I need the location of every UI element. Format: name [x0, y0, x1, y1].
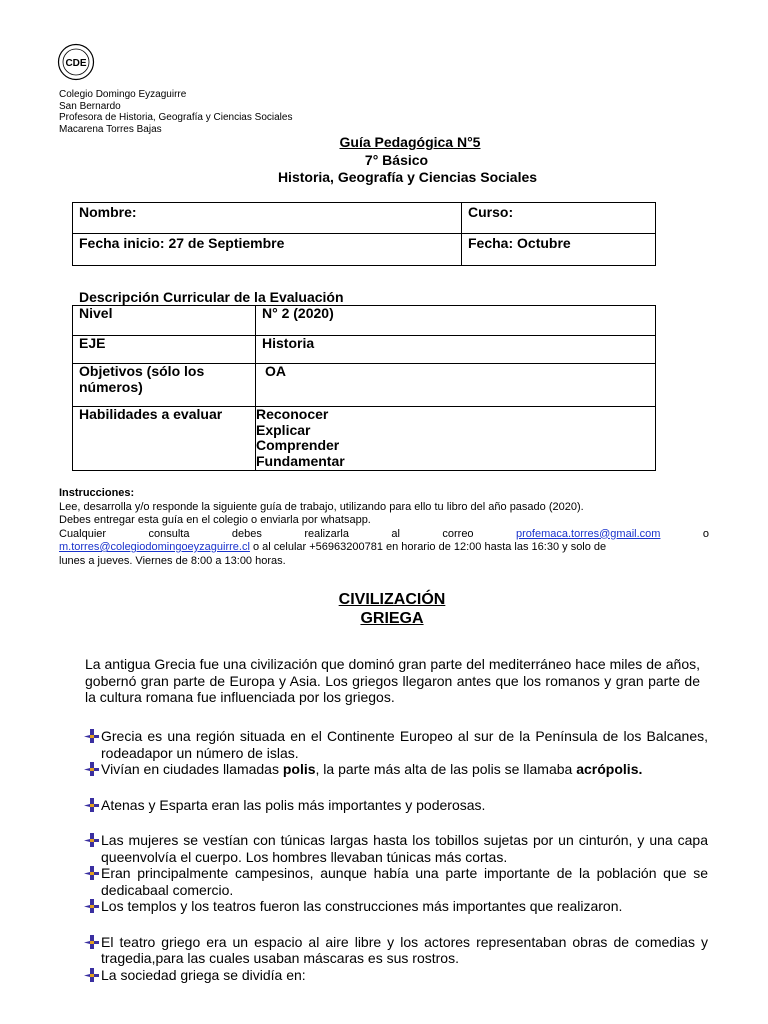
instructions-label: Instrucciones:	[59, 487, 135, 499]
arrow-bullet-icon	[84, 762, 99, 776]
skill-item: Fundamentar	[256, 452, 345, 469]
level-label: Nivel	[73, 306, 256, 336]
skills-list	[256, 407, 656, 471]
bullet-item: Las mujeres se vestían con túnicas largas hasta los tobillos sujetas por un cinturón, y una capa queenvolvía el cuerpo. Los hombres llevaban túnicas más cortas.	[84, 832, 708, 865]
arrow-bullet-icon	[84, 866, 99, 880]
school-crest-icon	[57, 43, 95, 81]
skill-item: Explicar	[256, 421, 311, 438]
intro-paragraph: La antigua Grecia fue una civilización que dominó gran parte del mediterráneo hace miles de años, gobernó gran parte de Europa y Asia. Los griegos llegaron antes que los romanos y gran parte de la cultura romana fue influenciada por los griegos.	[85, 656, 700, 705]
instructions-line	[59, 541, 709, 555]
bullet-item: Vivían en ciudades llamadas polis, la parte más alta de las polis se llamaba acrópolis.	[84, 761, 708, 778]
objectives-label: Objetivos (sólo los números)	[73, 364, 256, 407]
course-field[interactable]: Curso:	[462, 203, 656, 234]
level-value: N° 2 (2020)	[256, 306, 656, 336]
bullet-item: La sociedad griega se dividía en:	[84, 967, 708, 984]
guide-title: Guía Pedagógica N°5	[339, 134, 481, 150]
bullet-item: Eran principalmente campesinos, aunque había una parte importante de la población que se dedicabaal comercio.	[84, 865, 708, 898]
section-title-line: GRIEGA	[360, 610, 424, 627]
curricular-table	[72, 305, 656, 471]
instructions-line: Debes entregar esta guía en el colegio o enviarla por whatsapp.	[59, 514, 371, 526]
email-link-2[interactable]: m.torres@colegiodomingoeyzaguirre.cl	[59, 541, 250, 553]
curricular-title: Descripción Curricular de la Evaluación	[79, 289, 344, 305]
instructions-line	[59, 528, 709, 542]
instructions-line: Lee, desarrolla y/o responde la siguiente guía de trabajo, utilizando para ello tu libro del año pasado (2020).	[59, 500, 584, 513]
school-header	[59, 89, 292, 135]
bullet-item: Los templos y los teatros fueron las construcciones más importantes que realizaron.	[84, 898, 708, 915]
crest-letters: CDE	[65, 58, 87, 69]
subject-title: Historia, Geografía y Ciencias Sociales	[277, 169, 538, 185]
axis-label: EJE	[73, 336, 256, 364]
email-link-1[interactable]: profemaca.torres@gmail.com	[516, 527, 661, 540]
phone-text: o al celular +56963200781 en horario de 12:00 hasta las 16:30 y solo de	[249, 541, 607, 553]
start-date-field: Fecha inicio: 27 de Septiembre	[73, 234, 462, 266]
arrow-bullet-icon	[84, 833, 99, 847]
bullet-list	[84, 728, 708, 983]
skill-item: Comprender	[256, 437, 340, 453]
section-title-line: CIVILIZACIÓN	[338, 591, 446, 608]
arrow-bullet-icon	[84, 899, 99, 913]
name-field[interactable]: Nombre:	[73, 203, 462, 234]
arrow-bullet-icon	[84, 798, 99, 812]
skill-item: Reconocer	[256, 406, 329, 422]
axis-value: Historia	[256, 336, 656, 364]
or-text: o	[702, 527, 709, 540]
skills-label: Habilidades a evaluar	[73, 407, 256, 471]
date-field: Fecha: Octubre	[462, 234, 656, 266]
arrow-bullet-icon	[84, 935, 99, 949]
bullet-item: Grecia es una región situada en el Continente Europeo al sur de la Península de los Balcanes, rodeadapor un número de islas.	[84, 728, 708, 761]
bullet-item: Atenas y Esparta eran las polis más importantes y poderosas.	[84, 797, 708, 814]
guide-title-block	[0, 134, 768, 187]
instructions	[59, 487, 709, 568]
objectives-value: OA	[256, 364, 656, 407]
contact-text: Cualquier consulta debes realizarla al correo	[59, 527, 474, 540]
student-info-table	[72, 202, 656, 266]
arrow-bullet-icon	[84, 968, 99, 982]
polis-term: polis	[282, 761, 316, 777]
teacher-name: Macarena Torres Bajas	[59, 123, 162, 135]
arrow-bullet-icon	[84, 729, 99, 743]
teacher-role: Profesora de Historia, Geografía y Ciencias Sociales	[59, 112, 293, 123]
grade-title: 7° Básico	[364, 151, 429, 168]
school-name: Colegio Domingo Eyzaguirre	[59, 89, 187, 100]
instructions-line: lunes a jueves. Viernes de 8:00 a 13:00 horas.	[59, 554, 286, 567]
acropolis-term: acrópolis.	[576, 761, 643, 777]
bullet-item: El teatro griego era un espacio al aire libre y los actores representaban obras de comedias y tragedia,para las cuales usaban máscaras es sus rostros.	[84, 934, 708, 967]
school-city: San Bernardo	[59, 100, 121, 112]
section-title	[0, 590, 768, 628]
